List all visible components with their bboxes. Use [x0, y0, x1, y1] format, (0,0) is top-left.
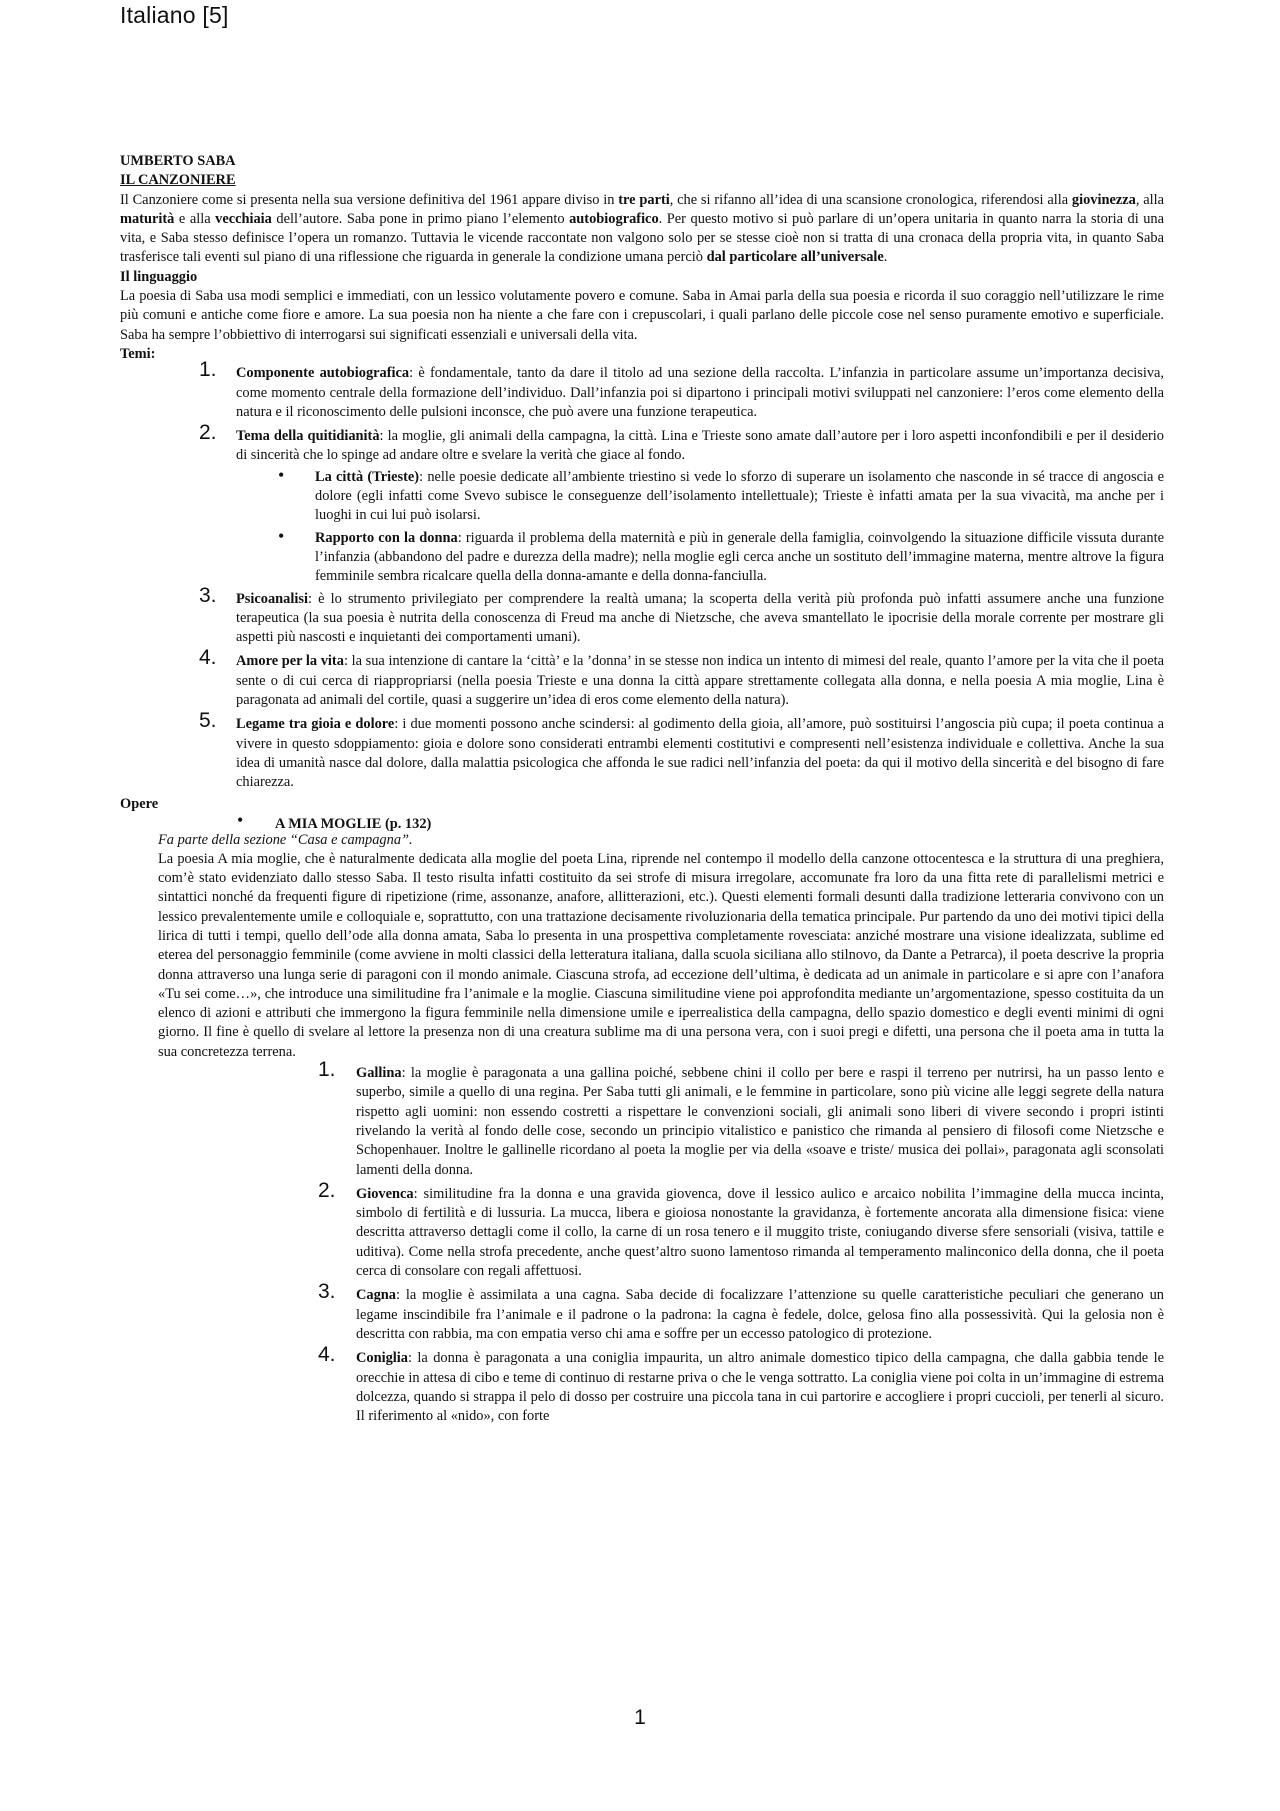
- language-paragraph: La poesia di Saba usa modi semplici e immediati, con un lessico volutamente povero e comune. Saba in Amai parla della sua poesia e ricorda il suo coraggio nell’utilizzare le rime più comuni e antiche come fiore e amore. La sua poesia non ha niente a che fare con i crepuscolari, i quali parlano delle piccole cose nel senso puramente emotivo e superficiale. Saba ha sempre l’obbiettivo di interrogarsi sui significati essenziali e universali della vita.: [120, 288, 1164, 343]
- theme-title: Legame tra gioia e dolore: [236, 716, 395, 733]
- animal-number: 2.: [318, 1178, 336, 1202]
- animal-text: : similitudine fra la donna e una gravida giovenca, dove il lessico aulico e arcaico nobilita l’immagine della mucca incinta, simbolo di fertilità e di lussuria. La mucca, libera e gioiosa nonostante la gravidanza, è fortemente ancorata alla dimensione fisica: viene descritta attraverso dettagli come il collo, la carne di un rosa tenero e il muggito triste, coniugando diverse sfere sensoriali (visiva, tattile e uditiva). Come nella strofa precedente, anche quest’altro suono lamentoso rimanda al temperamento malinconico della donna, che il poeta cerca di consolare con regali affettuosi.: [356, 1185, 1164, 1280]
- animal-text: : la moglie è paragonata a una gallina poiché, sebbene chini il collo per bere e raspi il terreno per nutrirsi, ha un passo lento e superbo, simile a quello di una regina. Per Saba tutti gli animali, e le femmine in particolare, sono più vicine alle leggi segrete della natura rispetto agli uomini: non essendo costretti a rispettare le convenzioni sociali, gli animali sono liberi di vivere secondo i propri istinti rivelando la verità al fondo delle cose, secondo un principio vitalistico e panistico che rimanda al pensiero di filosofi come Nietzsche e Schopenhauer. Inoltre le gallinelle ricordano al poeta la moglie per via della «soave e triste/ musica dei pollai», paragonata agli sconsolati lamenti della donna.: [356, 1065, 1164, 1178]
- document-body: [120, 152, 1164, 1426]
- animal-title: Coniglia: [356, 1350, 408, 1367]
- theme-text: : è fondamentale, tanto da dare il titolo ad una sezione della raccolta. L’infanzia in particolare assume un’importanza decisiva, come momento centrale della formazione dell’individuo. Dall’infanzia poi si dipartono i principali motivi sviluppati nel canzoniere: l’eros come elemento della natura e il riconoscimento delle pulsioni inconsce, che può avere una funzione terapeutica.: [236, 365, 1165, 420]
- animal-item: [318, 1178, 1164, 1281]
- theme-item: [199, 646, 1164, 710]
- poem-title: A MIA MOGLIE (p. 132): [275, 815, 432, 832]
- theme-text: : i due momenti possono anche scindersi: al godimento della gioia, all’amore, può sostituirsi l’angoscia più cupa; il poeta continua a vivere in questo sdoppiamento: gioia e dolore sono considerati entrambi elementi costitutivi e compresenti nell’esistenza individuale e collettiva. Anche la sua idea di umanità nasce dal dolore, dalla malattia psicologica che affonda le sue radici nell’infanzia del poeta: da qui il motivo della sincerità e del bisogno di fare chiarezza.: [236, 716, 1164, 791]
- theme-text: : la moglie, gli animali della campagna, la città. Lina e Trieste sono amate dall’autore per i loro aspetti inconfondibili e per il desiderio di sincerità che lo spinge ad andare oltre e svelare la verità che giace al fondo.: [236, 428, 1164, 464]
- animal-number: 4.: [318, 1343, 336, 1367]
- animal-item: [318, 1343, 1164, 1426]
- theme-title: Psicoanalisi: [236, 590, 308, 607]
- theme-item: [199, 583, 1164, 648]
- intro-paragraph: Il Canzoniere come si presenta nella sua versione definitiva del 1961 appare diviso in tre parti, che si rifanno all’idea di una scansione cronologica, riferendosi alla giovinezza, alla maturità e alla vecchiaia dell’autore. Saba pone in primo piano l’elemento autobiografico. Per questo motivo si può parlare di un’opera unitaria in quanto narra la storia di una vita, e Saba stesso definisce l’opera un romanzo. Tuttavia le vicende raccontate non valgono solo per se stesse cioè non si tratta di una cronaca della propria vita, in quanto Saba trasferisce tali eventi sul piano di una riflessione che riguarda in generale la condizione umana perciò dal particolare all’universale.: [120, 191, 1165, 266]
- theme-number: 1.: [199, 358, 217, 382]
- themes-heading: Temi:: [120, 345, 156, 362]
- animal-item: [318, 1058, 1164, 1180]
- theme-title: Tema della quitidianità: [236, 428, 380, 445]
- theme-item: [199, 358, 1165, 422]
- theme-item: [199, 709, 1164, 792]
- animal-text: : la donna è paragonata a una coniglia impaurita, un altro animale domestico tipico della campagna, che dalla gabbia tende le orecchie in attesa di cibo e teme di continuo di restarne priva o che le venga sottratto. La coniglia viene poi colta in un’immagine di estrema dolcezza, quando si strappa il pelo di dosso per costruire una piccola tana in cui partorire e accogliere i propri cuccioli, per tenerli al sicuro. Il riferimento al «nido», con forte: [356, 1350, 1164, 1425]
- animal-title: Giovenca: [356, 1185, 414, 1202]
- theme-text: : la sua intenzione di cantare la ‘città’ e la ’donna’ in se stesse non indica un intento di mimesi del reale, quanto l’amore per la vita che il poeta sente o di cui cerca di riappropriarsi (nella poesia Trieste e una donna la città appare strettamente collegata alla donna, e nella poesia A mia moglie, Lina è paragonata ad animali del cortile, quasi a suggerire un’idea di eros come elemento della natura).: [236, 653, 1164, 709]
- subtheme-title: Rapporto con la donna: [315, 529, 458, 546]
- works-heading: Opere: [120, 795, 159, 812]
- works-heading-row: [120, 793, 1164, 831]
- theme-number: 3.: [199, 583, 217, 607]
- author-heading: UMBERTO SABA: [120, 153, 236, 169]
- animal-text: : la moglie è assimilata a una cagna. Saba decide di focalizzare l’attenzione su quelle caratteristiche peculiari che generano un legame inscindibile fra l’animale e il padrone o la padrona: la cagna è fedele, dolce, gelosa fino alla possessività. Qui la gelosia non è descritta con rabbia, ma con empatia verso chi ama e soffre per un eccesso patologico di protezione.: [356, 1287, 1164, 1342]
- bullet-icon: •: [278, 464, 285, 485]
- theme-title: Componente autobiografica: [236, 365, 410, 382]
- theme-title: Amore per la vita: [236, 653, 344, 670]
- work-heading: IL CANZONIERE: [120, 172, 236, 189]
- subtheme-text: : nelle poesie dedicate all’ambiente triestino si vede lo sforzo di superare un isolamento che nasconde in sé tracce di angoscia e dolore (egli infatti come Svevo subisce le conseguenze dell’isolamento intellettuale); Trieste è infatti amata per la sua vivacità, ma anche per i luoghi in cui lui può isolarsi.: [315, 468, 1164, 524]
- subtheme-title: La città (Trieste): [315, 468, 420, 485]
- bullet-icon: •: [278, 525, 285, 546]
- theme-number: 5.: [199, 709, 217, 733]
- theme-item: [199, 421, 1164, 586]
- subtheme-item: [278, 464, 1164, 526]
- animal-item: [318, 1280, 1164, 1344]
- animal-number: 1.: [318, 1058, 336, 1082]
- animal-list: [318, 1058, 1164, 1426]
- poem-section-note: Fa parte della sezione “Casa e campagna”.: [158, 831, 413, 848]
- page-number: 1: [634, 1706, 646, 1729]
- document-header: Italiano [5]: [120, 2, 229, 28]
- poem-body: [158, 831, 1164, 1063]
- poem-analysis: La poesia A mia moglie, che è naturalmente dedicata alla moglie del poeta Lina, riprende nel contempo il modello della canzone ottocentesca e la struttura di una preghiera, com’è stato evidenziato dallo stesso Saba. Il testo risulta infatti costituito da sei strofe di misura irregolare, accomunate fra loro da una fitta rete di parallelismi metrici e sintattici nonché da frequenti figure di ripetizione (rime, assonanze, anafore, allitterazioni, etc.). Questi elementi formali desunti dalla tradizione letteraria convivono con un lessico prevalentemente umile e colloquiale e, soprattutto, con una trattazione decisamente rivoluzionaria della tematica principale. Pur partendo da uno dei motivi tipici della lirica di tutti i tempi, quello dell’ode alla donna amata, Saba lo presenta in una prospettiva completamente rovesciata: anziché mostrare una visione idealizzata, sublime ed eterea del personaggio femminile (come avviene in molti classici della letteratura italiana, dalla scuola siciliana allo stilnovo, da Dante a Petrarca), il poeta descrive la propria donna attraverso una lunga serie di paragoni con il mondo animale. Ciascuna strofa, ad eccezione dell’ultima, è dedicata ad un animale in particolare e si apre con l’anafora «Tu sei come…», che introduce una similitudine fra l’animale e la moglie. Ciascuna similitudine viene poi approfondita mediante un’argomentazione, spesso costituita da un elenco di azioni e attributi che immergono la figura femminile nella dimensione umile e iperrealistica della campagna, dello spazio domestico e degli eventi minimi di ogni giorno. Il fine è quello di svelare al lettore la presenza non di una creatura sublime ma di una persona vera, con i suoi pregi e difetti, una persona che il poeta ama in tutta la sua concretezza terrena.: [158, 850, 1164, 1060]
- animal-title: Cagna: [356, 1287, 396, 1304]
- bullet-icon: •: [237, 809, 244, 830]
- theme-number: 4.: [199, 646, 217, 670]
- language-heading: Il linguaggio: [120, 268, 198, 285]
- subtheme-list: [278, 464, 1164, 587]
- themes-list: [199, 358, 1165, 792]
- theme-text: : è lo strumento privilegiato per comprendere la realtà umana; la scoperta della verità più profonda può infatti assumere anche una funzione terapeutica (la sua poesia è nutrita della conoscenza di Freud ma anche di Nietzsche, che aveva smantellato le ipocrisie della morale corrente per mostrare gli aspetti più nascosti e inquietanti dei comportamenti umani).: [236, 590, 1164, 646]
- animal-title: Gallina: [356, 1065, 402, 1082]
- animal-number: 3.: [318, 1280, 336, 1304]
- theme-number: 2.: [199, 421, 217, 445]
- subtheme-text: : riguarda il problema della maternità e più in generale della famiglia, coinvolgendo la situazione difficile vissuta durante l’infanzia (abbandono del padre e durezza della madre); nella moglie egli cerca anche un sostituto dell’immagine materna, mentre altrove la figura femminile sembra ricalcare quella della donna-amante e della donna-fanciulla.: [315, 529, 1164, 585]
- subtheme-item: [278, 525, 1164, 587]
